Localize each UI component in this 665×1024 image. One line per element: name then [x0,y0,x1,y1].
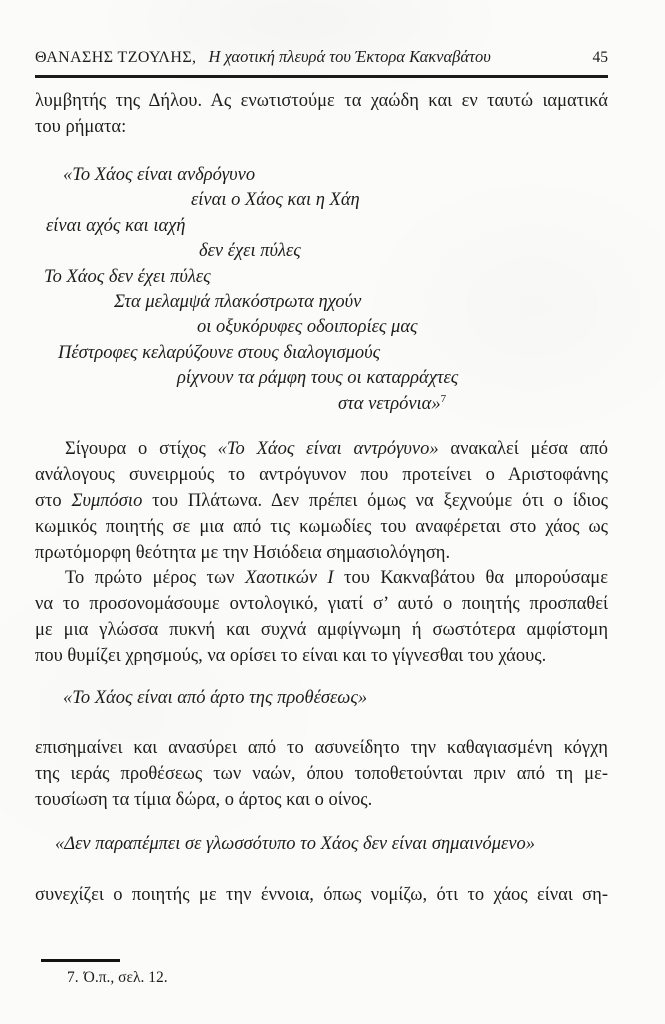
paragraph-line [35,436,608,462]
paragraph-line: με μια γλώσσα πυκνή και συχνά αμφίγνωμη ή σωστότερα αμφίστομη [35,620,608,640]
quote-line: «Δεν παραπέμπει σε γλωσσότυπο το Χάος δεν είναι σημαινόμενο» [55,834,536,854]
running-head-title: Η χαοτική πλευρά του Έκτορα Κακναβάτου [208,47,491,66]
poem-line: οι οξυκόρυφες οδοιπορίες μας [197,317,418,338]
paragraph-line: του ρήματα: [35,117,127,137]
line-text: Σίγουρα ο στίχος [65,439,218,459]
poem-line: ρίχνουν τα ράμφη τους οι καταρράχτες [177,368,459,389]
running-head [35,47,608,67]
book-title: Χαοτικών Ι [244,568,334,588]
running-head-author: ΘΑΝΑΣΗΣ ΤΖΟΥΛΗΣ, [35,49,197,66]
line-text: στο [35,491,72,511]
poem-line: είναι αχός και ιαχή [46,215,186,236]
paragraph-line: κωμικός ποιητής σε μια από τις κωμωδίες του αναφέρεται στο χάος ως [35,517,608,537]
header-rule [35,75,608,78]
poem-line: «Το Χάος είναι ανδρόγυνο [63,165,256,185]
paragraph-prothesis [35,735,608,813]
intro-paragraph [35,88,608,140]
paragraph-line: να το προσονομάσουμε οντολογικό, γιατί σ’ αυτό ο ποιητής προσπαθεί [35,594,608,614]
paragraph-line: λυμβητής της Δήλου. Ας ενωτιστούμε τα χαώδη και εν ταυτώ ιαματικά [35,91,608,111]
footnote-text: Ό.π., σελ. 12. [83,969,168,986]
paragraph-line: της ιεράς προθέσεως των ναών, όπου τοποθετούνται πριν από τη με- [35,764,608,784]
page-number: 45 [592,49,608,66]
verse-quote-glossotypo [35,831,608,857]
paragraph-symposium [35,436,608,566]
paragraph-continues [35,882,608,908]
poem-line: Το Χάος δεν έχει πύλες [44,266,211,287]
inline-quote: «Το Χάος είναι αντρόγυνο» [217,439,439,459]
paragraph-line: συνεχίζει ο ποιητής με την έννοια, όπως νομίζω, ότι το χάος είναι ση- [35,885,608,905]
paragraph-line: επισημαίνει και ανασύρει από το ασυνείδητο την καθαγιασμένη κόγχη [35,738,608,758]
paragraph-line: που θυμίζει χρησμούς, να ορίσει το είναι και το γίγνεσθαι του χάους. [35,646,547,666]
footnote-reference-7: 7 [440,392,447,405]
poem-line: Στα μελαμψά πλακόστρωτα ηχούν [114,292,362,313]
footnote-separator-rule [41,959,120,962]
poem-line: δεν έχει πύλες [199,241,301,262]
footnote [67,968,168,988]
quote-line: «Το Χάος είναι από άρτο της προθέσεως» [63,688,368,708]
poem-line-text: στα νετρόνια» [338,393,441,414]
paragraph-line [35,565,608,591]
poem-quotation [35,163,608,417]
paragraph-line: τουσίωση τα τίμια δώρα, ο άρτος και ο οίνος. [35,790,373,810]
line-text: Το πρώτο μέρος των [65,568,245,588]
poem-line: Πέστροφες κελαρύζουνε στους διαλογισμούς [58,342,381,363]
line-text: ανακαλεί μέσα από [438,439,608,459]
line-text: του Πλάτωνα. Δεν πρέπει όμως να ξεχνούμε ότι ο ίδιος [142,491,608,511]
poem-line [338,392,608,417]
paragraph-ontological [35,565,608,669]
paragraph-line: πρωτόμορφη θεότητα με την Ησιόδεια σημασιολόγηση. [35,543,451,563]
verse-quote-artos [35,685,608,711]
line-text: του Κακναβάτου θα μπορούσαμε [333,568,608,588]
paragraph-line: ανάλογους συνειρμούς το αντρόγυνον που προτείνει ο Αριστοφάνης [35,465,608,485]
book-title: Συμπόσιο [71,491,143,511]
poem-line: είναι ο Χάος και η Χάη [191,190,360,211]
footnote-number: 7. [67,969,79,986]
paragraph-line [35,488,608,514]
